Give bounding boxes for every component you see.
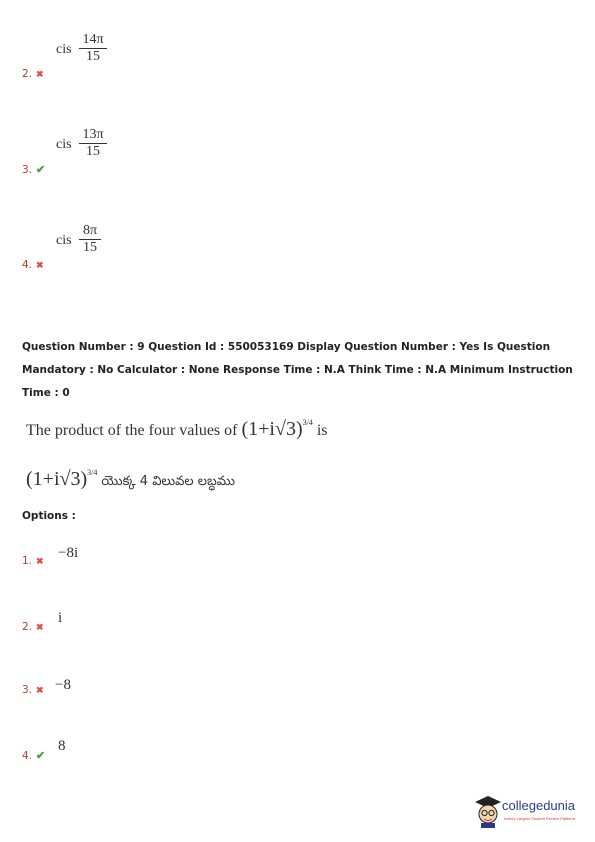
collegedunia-logo: collegedunia India's Largest Student Review Platform xyxy=(474,794,592,834)
prev-option-4-math: cis $\frac{8\pi}{15}$ xyxy=(56,223,116,263)
options-label: Options : xyxy=(22,510,76,522)
question-meta: Question Number : 9 Question Id : 550053169 Display Question Number : Yes Is Question Mandatory : No Calculator : None Response Time : N.A Think Time : N.A Minimum Instruction Time : 0 xyxy=(22,341,573,399)
prev-option-2-math: cis $\frac{14\pi}{15}$ xyxy=(56,32,116,72)
question-telugu: $(1+i√3)^{3/4}$ యొక్క 4 విలువల లబ్ధము xyxy=(26,468,235,490)
cross-icon: ✖ xyxy=(36,69,44,79)
cross-icon: ✖ xyxy=(36,260,44,270)
graduate-mascot-icon xyxy=(474,794,502,828)
cross-icon: ✖ xyxy=(36,685,44,695)
cross-icon: ✖ xyxy=(36,556,44,566)
prev-option-3-math: cis $\frac{13\pi}{15}$ xyxy=(56,127,116,167)
check-icon: ✔ xyxy=(36,164,46,176)
check-icon: ✔ xyxy=(36,750,46,762)
cross-icon: ✖ xyxy=(36,622,44,632)
question-english: The product of the four values of $(1+i√3)^{3/4}$ is xyxy=(26,418,328,440)
